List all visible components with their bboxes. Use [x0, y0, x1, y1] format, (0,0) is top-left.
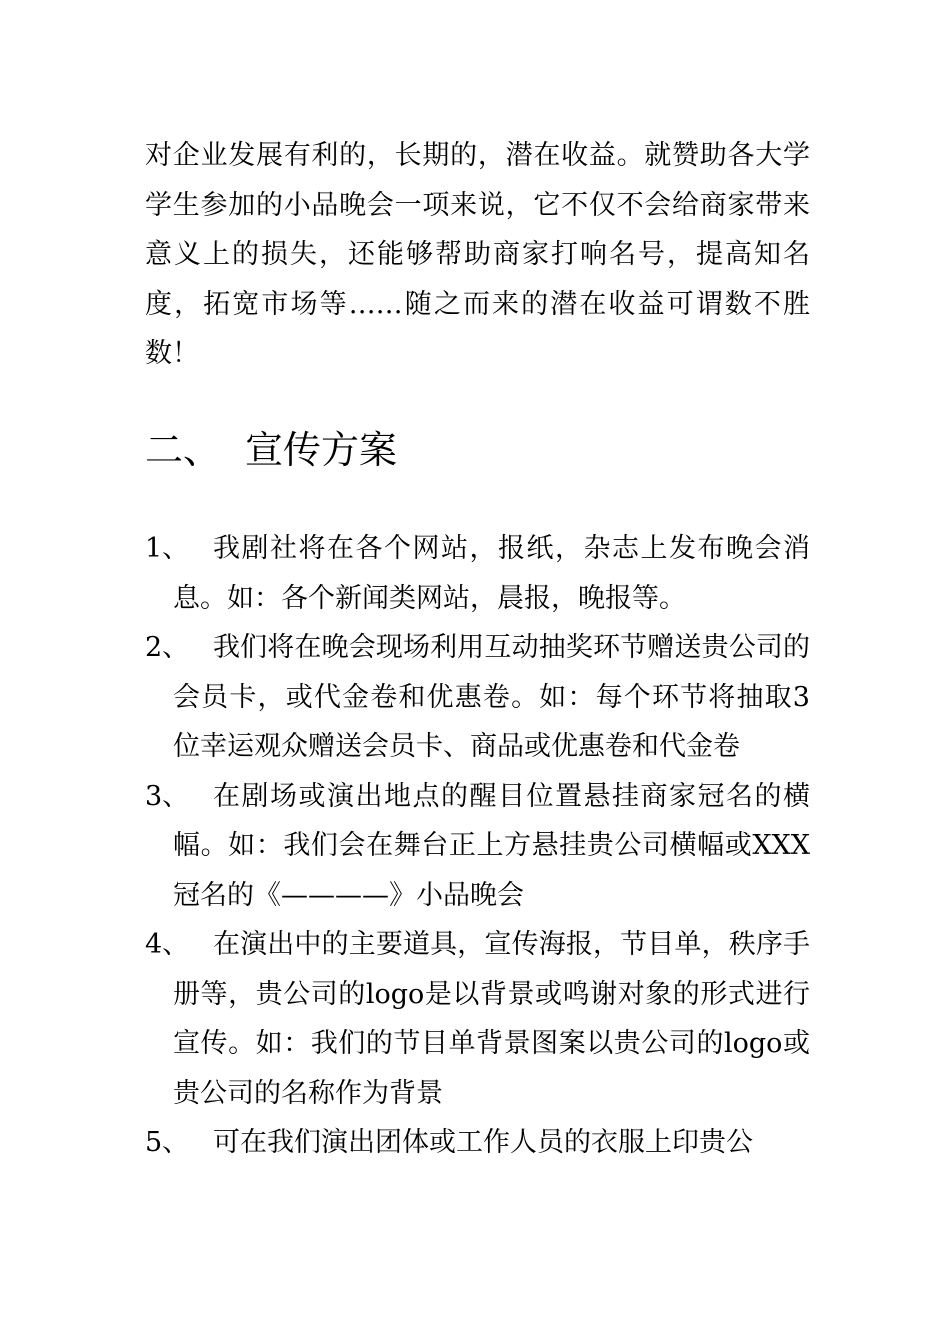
section-number: 二、 [145, 428, 222, 472]
intro-paragraph: 对企业发展有利的，长期的，潜在收益。就赞助各大学学生参加的小品晚会一项来说，它不仅不会给商家带来意义上的损失，还能够帮助商家打响名号，提高知名度，拓宽市场等……随之而来的潜在收益可谓数不胜数！ [145, 140, 810, 369]
list-item [145, 920, 810, 1118]
list-item-number: 2、 [145, 632, 190, 663]
list-item-number: 3、 [145, 780, 190, 812]
list-item-text: 我剧社将在各个网站，报纸，杂志上发布晚会消息。如：各个新闻类网站，晨报，晚报等。 [173, 533, 810, 614]
list-item [145, 524, 810, 623]
list-item-text: 在剧场或演出地点的醒目位置悬挂商家冠名的横幅。如：我们会在舞台正上方悬挂贵公司横幅或XXX冠名的《————》小品晚会 [173, 780, 810, 911]
list-item [145, 772, 810, 921]
list-item [145, 1118, 810, 1168]
list-item-number: 5、 [145, 1127, 190, 1158]
section-heading [145, 422, 397, 478]
list-item [145, 623, 810, 772]
proposal-list [145, 524, 810, 1168]
list-item-number: 4、 [145, 929, 190, 960]
list-item-text: 在演出中的主要道具，宣传海报，节目单，秩序手册等，贵公司的logo是以背景或鸣谢对象的形式进行宣传。如：我们的节目单背景图案以贵公司的logo或贵公司的名称作为背景 [173, 929, 810, 1109]
list-item-text: 可在我们演出团体或工作人员的衣服上印贵公 [213, 1127, 753, 1158]
section-title: 宣传方案 [245, 428, 398, 472]
list-item-text: 我们将在晚会现场利用互动抽奖环节赠送贵公司的会员卡，或代金卷和优惠卷。如：每个环节将抽取3位幸运观众赠送会员卡、商品或优惠卷和代金卷 [173, 632, 810, 762]
list-item-number: 1、 [145, 533, 190, 564]
